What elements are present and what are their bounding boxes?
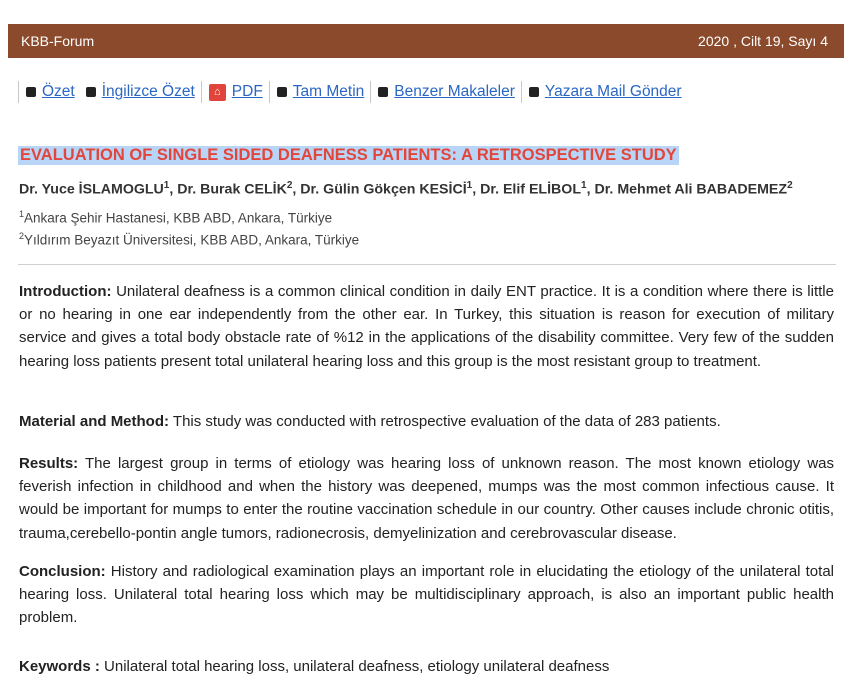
article-nav (18, 80, 688, 104)
introduction-paragraph (19, 280, 834, 373)
ozet-link[interactable]: Özet (42, 83, 75, 100)
results-label: Results: (19, 455, 79, 472)
nav-separator (18, 81, 19, 103)
keywords-label: Keywords : (19, 658, 100, 675)
nav-item-ingilizce-ozet[interactable] (81, 83, 195, 101)
issue-info: 2020 , Cilt 19, Sayı 4 (698, 33, 828, 49)
affiliation-number: 1 (19, 209, 25, 219)
results-text: The largest group in terms of etiology was hearing loss of unknown reason. The most known etiology was feverish infection in childhood and when the history was deepened, mumps was the most common infectious cause. It would be important for mumps to enter the routine vaccination schedule in our country. Other causes include chronic otitis, trauma,cerebello-pontin angle tumors, radionecrosis, demyelinization and cerebrovascular disease. (19, 455, 834, 542)
affiliation-1 (19, 209, 332, 226)
author-affiliation-number: 1 (163, 180, 170, 191)
author-name: Dr. Gülin Gökçen KESİCİ (300, 181, 467, 198)
keywords-paragraph (19, 655, 834, 678)
author-name: Dr. Yuce İSLAMOGLU (19, 181, 164, 198)
keywords-text: Unilateral total hearing loss, unilateral deafness, etiology unilateral deafness (99, 658, 610, 675)
journal-name: KBB-Forum (21, 33, 95, 49)
journal-header-bar (8, 24, 844, 58)
introduction-label: Introduction: (19, 283, 112, 300)
yazara-mail-link[interactable]: Yazara Mail Gönder (544, 83, 682, 100)
author-affiliation-number: 2 (787, 180, 793, 191)
nav-item-benzer-makaleler[interactable] (373, 83, 515, 101)
conclusion-text: History and radiological examination plays an important role in elucidating the etiology of the unilateral total hearing loss. Unilateral total hearing loss which may be multidisciplinary approach, is also an important public health problem. (19, 563, 834, 627)
ingilizce-ozet-link[interactable]: İngilizce Özet (101, 83, 195, 100)
nav-separator (370, 81, 371, 103)
square-bullet-icon (26, 87, 36, 97)
conclusion-paragraph (19, 560, 834, 630)
method-label: Material and Method: (19, 413, 170, 430)
article-title: EVALUATION OF SINGLE SIDED DEAFNESS PATIENTS: A RETROSPECTIVE STUDY (20, 146, 677, 164)
square-bullet-icon (277, 87, 287, 97)
method-text: This study was conducted with retrospective evaluation of the data of 283 patients. (169, 413, 721, 430)
nav-item-pdf[interactable] (204, 83, 263, 101)
affiliation-number: 2 (19, 231, 25, 241)
benzer-makaleler-link[interactable]: Benzer Makaleler (394, 83, 515, 100)
author-name: Dr. Burak CELİK (177, 181, 287, 198)
affiliation-2 (19, 231, 359, 248)
method-paragraph (19, 410, 834, 433)
square-bullet-icon (529, 87, 539, 97)
results-paragraph (19, 452, 834, 545)
author-affiliation-number: 1 (466, 180, 473, 191)
affiliation-text: Yıldırım Beyazıt Üniversitesi, KBB ABD, Ankara, Türkiye (24, 232, 360, 248)
nav-separator (201, 81, 202, 103)
tam-metin-link[interactable]: Tam Metin (292, 83, 365, 100)
nav-separator (521, 81, 522, 103)
square-bullet-icon (86, 87, 96, 97)
pdf-icon: ⌂ (209, 84, 226, 101)
affiliation-text: Ankara Şehir Hastanesi, KBB ABD, Ankara, Türkiye (24, 210, 333, 226)
author-affiliation-number: 2 (286, 180, 293, 191)
nav-item-tam-metin[interactable] (272, 83, 365, 101)
author-name: Dr. Mehmet Ali BABADEMEZ (594, 181, 788, 198)
nav-item-yazara-mail[interactable] (524, 83, 682, 101)
nav-item-ozet[interactable] (21, 83, 75, 101)
author-affiliation-number: 1 (581, 180, 587, 191)
nav-separator (269, 81, 270, 103)
pdf-link[interactable]: PDF (231, 83, 263, 100)
square-bullet-icon (378, 87, 388, 97)
introduction-text: Unilateral deafness is a common clinical condition in daily ENT practice. It is a condition where there is little or no hearing in one ear independently from the other ear. In Turkey, this situation is reason for execution of military service and gives a total body obstacle rate of %12 in the applications of the disability committee. Very few of the sudden hearing loss patients present total unilateral hearing loss and this group is the most resistant group to treatment. (19, 283, 834, 370)
conclusion-label: Conclusion: (19, 563, 106, 580)
section-divider (18, 264, 836, 265)
author-list: Dr. Yuce İSLAMOGLU$^1$, Dr. Burak CELİK$^2$, Dr. Gülin Gökçen KESİCİ$^1$, Dr. Elif ELİBOL$^1$, Dr. Mehmet Ali BABADEMEZ$^2$ (19, 180, 793, 198)
author-name: Dr. Elif ELİBOL (480, 181, 581, 198)
